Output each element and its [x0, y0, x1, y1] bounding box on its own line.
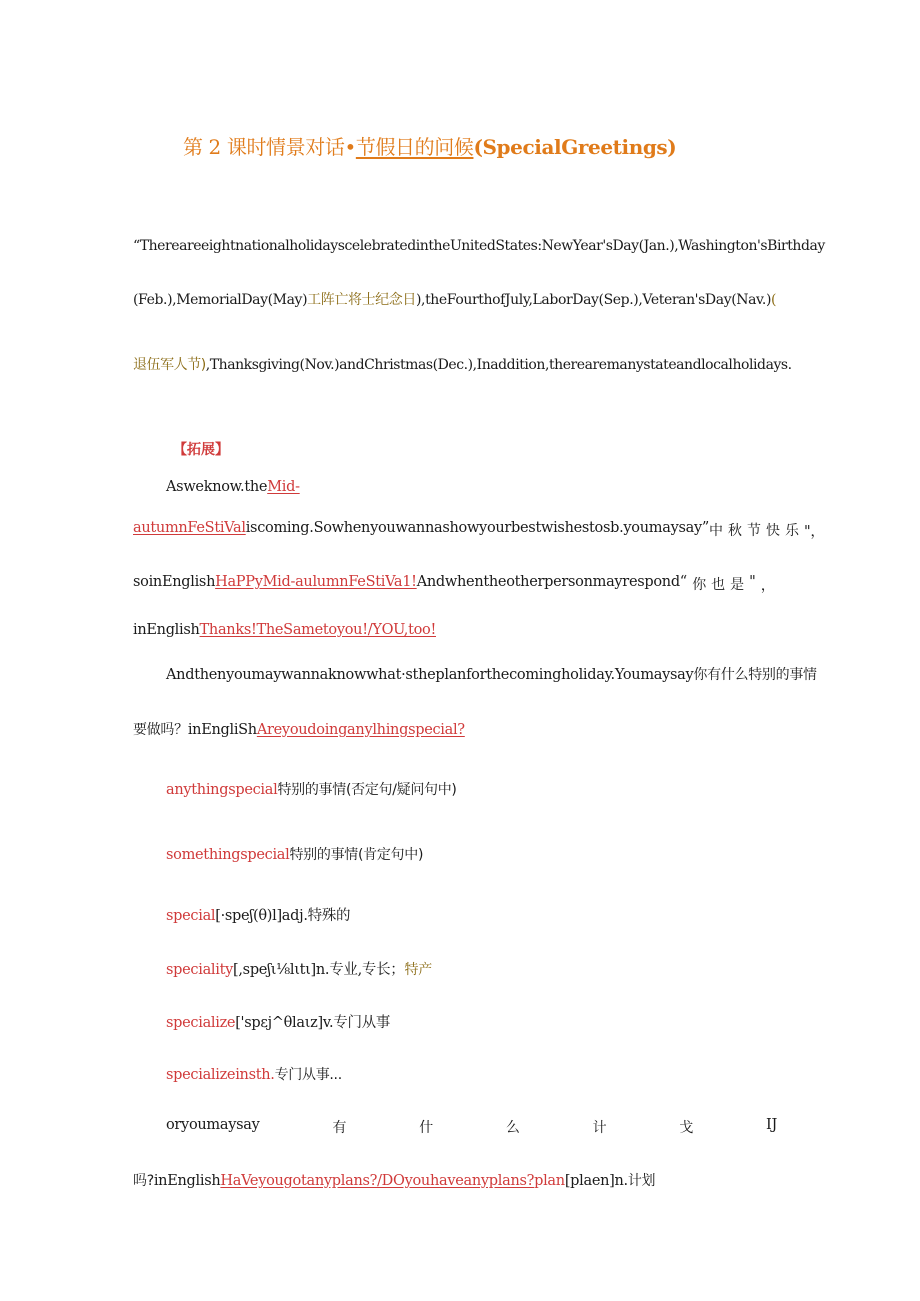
mid-autumn-link-part1: Mid-: [267, 479, 300, 495]
intro-line-3: [133, 354, 792, 374]
word-cn: 计: [592, 1120, 607, 1136]
intro-text: ,Thanksgiving(Nov.)andChristmas(Dec.),Inaddition,therearemanystateandlocalholidays.: [205, 357, 792, 373]
para-text: Andthenyoumaywannaknowwhat·stheplanforthecomingholiday.Youmaysay: [166, 667, 694, 683]
word-cn: 你: [692, 577, 706, 593]
para-text: soinEnglish: [133, 574, 216, 590]
quote-mark: "，: [803, 524, 825, 540]
quote-mark: ": [749, 574, 756, 590]
anything-special-link: Areyoudoinganylhingspecial?: [256, 722, 465, 738]
para1-line-2: [133, 520, 825, 541]
para-text: oryoumaysay: [166, 1117, 260, 1133]
vocab-definition: 特别的事情(否定句/疑问句中): [277, 782, 457, 798]
page-title: [183, 131, 676, 160]
title-english: (SpecialGreetings): [473, 135, 677, 159]
vocab-term: plan: [534, 1173, 565, 1189]
para-text: Asweknow.the: [166, 479, 268, 495]
vocab-item: [166, 1064, 342, 1084]
vocab-term: anythingspecial: [166, 782, 278, 798]
intro-line-1: [133, 238, 825, 254]
vocab-term: speciality: [166, 962, 234, 978]
para-text: inEnglish: [133, 622, 200, 638]
intro-line-2: [133, 289, 776, 309]
intro-text: ),theFourthofJuly,LaborDay(Sep.),Veteran'sDay(Nav.): [415, 292, 772, 308]
intro-paren: (: [771, 292, 777, 308]
comma: ，: [760, 578, 775, 594]
question-cn: 你有什么特别的事情: [693, 667, 817, 683]
phonetic: [plaen]n.: [564, 1173, 628, 1189]
veterans-day-cn: 退伍军人节): [133, 357, 206, 373]
vocab-term: somethingspecial: [166, 847, 290, 863]
vocab-definition: ['spεj^θlaιz]v.专门从事: [235, 1015, 391, 1031]
title-topic: 节假日的问候: [355, 135, 474, 159]
vocab-term: special: [166, 908, 216, 924]
happy-mid-autumn-link: HaPPyMid-aulumnFeStiVa1!: [215, 574, 417, 590]
vocab-term: specialize: [166, 1015, 236, 1031]
vocab-definition: [,speʃι⅛lιtι]n.专业,专长；: [233, 962, 405, 978]
vocab-definition: [·speʃ(θ)l]adj.特殊的: [215, 908, 351, 924]
word-cn: 么: [505, 1120, 520, 1136]
word-cn: 也: [711, 577, 725, 593]
memorial-day-cn: 工阵亡将士纪念日: [307, 292, 416, 308]
vocab-definition: 专门从事...: [274, 1067, 342, 1083]
para1-line-3: [133, 574, 775, 595]
question-cn: 吗?: [133, 1173, 154, 1189]
para-text: iscoming.Sowhenyouwannashowyourbestwishestosb.youmaysay”: [245, 520, 709, 536]
vocab-term: specializeinsth.: [166, 1067, 275, 1083]
mid-autumn-greeting-cn: 中秋节快乐: [708, 523, 804, 539]
vocab-item: [166, 1011, 390, 1032]
word-fragment: IJ: [766, 1117, 777, 1133]
para1-line-4: [133, 622, 436, 638]
para3-line-1: [166, 1117, 777, 1137]
intro-text: “TherearееightnationalholidayscelebratedintheUnitedStates:NewYear'sDay(Jan.),Washington'sBirthday: [133, 238, 825, 254]
para2-line-2: [133, 719, 465, 739]
vocab-item: [166, 779, 457, 799]
title-lesson: 第 2 课时情景对话•: [183, 135, 356, 159]
vocab-definition: 特别的事情(肯定句中): [289, 847, 424, 863]
vocab-definition: 计划: [627, 1173, 656, 1189]
mid-autumn-link-part2: autumnFeStiVal: [133, 520, 246, 536]
question-cn: 要做吗？: [133, 722, 188, 738]
word-cn: 有: [332, 1120, 347, 1136]
para1-line-1: [166, 479, 300, 495]
para-text: inEnglish: [153, 1173, 221, 1189]
para-text: Andwhentheotherpersonmayrespond“: [416, 574, 687, 590]
vocab-extra: 特产: [404, 962, 432, 978]
word-cn: 是: [730, 577, 744, 593]
vocab-item: [166, 904, 350, 925]
word-cn: 什: [419, 1120, 433, 1136]
vocab-item: [166, 844, 423, 864]
any-plans-link: HaVeyougotanyplans?/DOyouhaveanyplans?: [220, 1173, 535, 1189]
para3-line-2: [133, 1170, 655, 1190]
extension-heading: 【拓展】: [173, 442, 229, 458]
word-cn: 戈: [679, 1120, 694, 1136]
vocab-item: [166, 958, 432, 979]
intro-text: (Feb.),MemorialDay(May): [133, 292, 308, 308]
para2-line-1: [166, 664, 817, 684]
same-to-you-link: Thanks!TheSametoyou!/YOU,too!: [199, 622, 436, 638]
para-text: inEngliSh: [187, 722, 257, 738]
